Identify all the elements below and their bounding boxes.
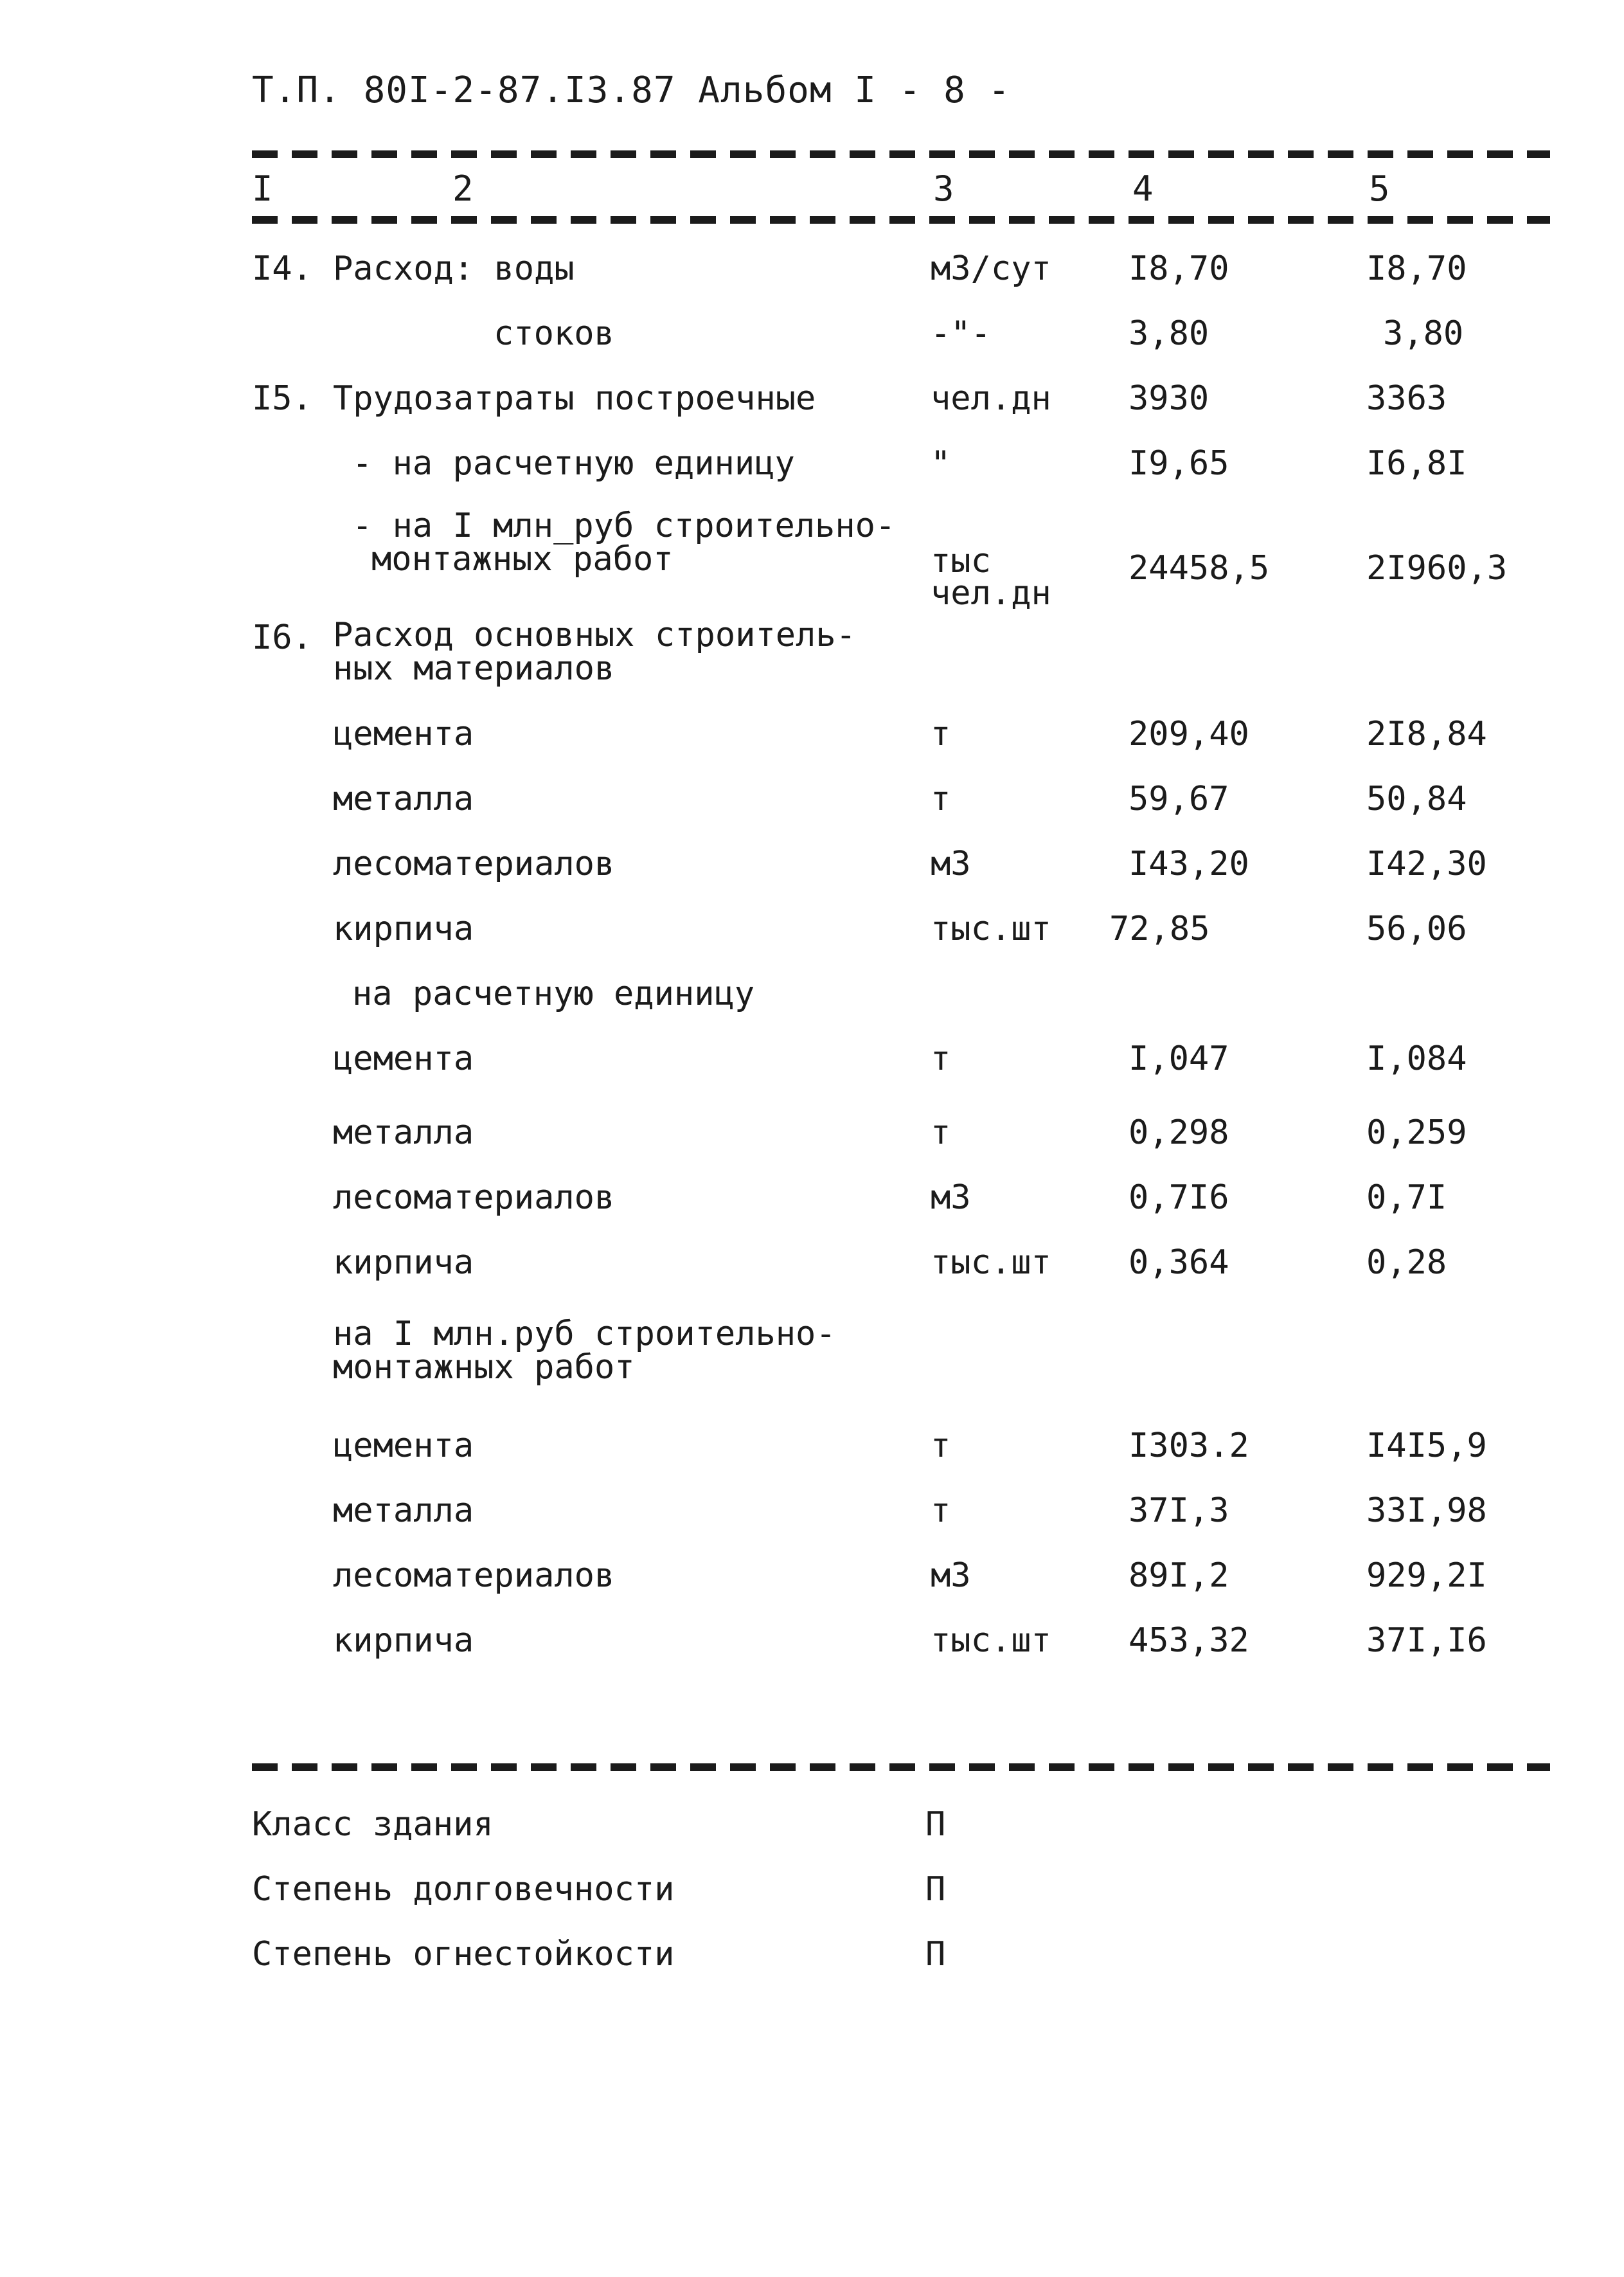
row-value-col4: I,047 (1129, 1040, 1229, 1078)
row-label: лесоматериалов (333, 1178, 615, 1217)
row-value-col4: 3930 (1129, 379, 1209, 418)
dashed-divider-header (252, 216, 1550, 224)
row-value-col4: I43,20 (1129, 845, 1249, 883)
table-row (0, 374, 1624, 439)
row-value-col5: 3363 (1366, 379, 1447, 418)
row-label: стоков (494, 314, 614, 353)
table-row-subheading (0, 1312, 1624, 1421)
row-label-line-1: Расход основных строитель- (333, 616, 856, 654)
row-value-col5: I,084 (1366, 1040, 1467, 1078)
row-value-col5: I6,8I (1366, 444, 1467, 483)
row-label: металла (333, 780, 474, 818)
row-unit: т (931, 1040, 951, 1078)
row-label: кирпича (333, 910, 474, 948)
row-value-col4: I303.2 (1129, 1426, 1249, 1465)
row-subheading-multiline (333, 1315, 836, 1387)
dashed-divider-top (252, 150, 1550, 158)
row-label-line-2: ных материалов (333, 649, 615, 688)
building-classification (252, 1800, 1280, 1995)
table-row (0, 244, 1624, 309)
row-value-col4: 0,364 (1129, 1243, 1229, 1282)
row-label: кирпича (333, 1621, 474, 1660)
row-label-line-2: монтажных работ (333, 1348, 635, 1387)
row-unit: тыс.шт (931, 1621, 1051, 1660)
row-value-col5: 33I,98 (1366, 1491, 1487, 1530)
row-value-col4: 72,85 (1109, 910, 1210, 948)
row-number: I6. (252, 618, 312, 657)
row-label: Расход: воды (333, 249, 575, 288)
table-row-subheading (0, 969, 1624, 1034)
row-unit: чел.дн (931, 379, 1051, 418)
row-value-col4: 209,40 (1129, 715, 1249, 753)
row-unit: м3 (931, 1178, 971, 1217)
column-number-4: 4 (1132, 168, 1154, 209)
row-value-col4: I8,70 (1129, 249, 1229, 288)
row-value-col5: 2I960,3 (1366, 549, 1508, 588)
table-row (0, 840, 1624, 905)
row-unit: -"- (931, 314, 991, 353)
row-number: I4. (252, 249, 312, 288)
table-row (0, 1486, 1624, 1551)
row-unit-line-2: чел.дн (931, 574, 1051, 613)
row-label: цемента (333, 715, 474, 753)
classification-value: П (925, 1805, 946, 1844)
row-label: лесоматериалов (333, 1556, 615, 1595)
row-unit: т (931, 1426, 951, 1465)
row-unit-line-1: тыс (931, 542, 991, 580)
row-unit: " (931, 444, 951, 483)
row-label: металла (333, 1491, 474, 1530)
row-label-multiline (352, 507, 896, 579)
table-body (0, 244, 1624, 1681)
dashed-divider-footer (252, 1763, 1550, 1771)
row-value-col5: 3,80 (1383, 314, 1464, 353)
row-label: лесоматериалов (333, 845, 615, 883)
column-number-1: I (252, 168, 273, 209)
row-label-line-1: на I млн.руб строительно- (333, 1315, 836, 1353)
row-unit: м3/сут (931, 249, 1051, 288)
row-unit: тыс.шт (931, 1243, 1051, 1282)
classification-label: Степень огнестойкости (252, 1935, 675, 1974)
classification-value: П (925, 1935, 946, 1974)
row-label-multiline (333, 616, 856, 688)
row-value-col5: 0,7I (1366, 1178, 1447, 1217)
classification-row (252, 1800, 1280, 1865)
row-value-col5: I8,70 (1366, 249, 1467, 288)
classification-label: Степень долговечности (252, 1870, 675, 1909)
row-value-col5: 37I,I6 (1366, 1621, 1487, 1660)
row-label: цемента (333, 1040, 474, 1078)
row-label: - на расчетную единицу (352, 444, 795, 483)
row-value-col4: 0,298 (1129, 1113, 1229, 1152)
row-label: Трудозатраты построечные (333, 379, 816, 418)
row-value-col5: I42,30 (1366, 845, 1487, 883)
row-unit: тыс.шт (931, 910, 1051, 948)
row-value-col5: 929,2I (1366, 1556, 1487, 1595)
row-unit: м3 (931, 1556, 971, 1595)
row-label-line-2: монтажных работ (371, 540, 674, 579)
table-row (0, 905, 1624, 969)
classification-row (252, 1930, 1280, 1995)
table-row (0, 1238, 1624, 1312)
row-value-col4: 0,7I6 (1129, 1178, 1229, 1217)
classification-row (252, 1865, 1280, 1930)
column-number-2: 2 (452, 168, 474, 209)
row-label: цемента (333, 1426, 474, 1465)
row-value-col5: 56,06 (1366, 910, 1467, 948)
table-row-section (0, 613, 1624, 710)
table-row (0, 1108, 1624, 1173)
page-header: Т.П. 80I-2-87.I3.87 Альбом I - 8 - (252, 69, 1011, 111)
table-row (0, 775, 1624, 840)
row-value-col4: 37I,3 (1129, 1491, 1229, 1530)
row-label: металла (333, 1113, 474, 1152)
table-row (0, 710, 1624, 775)
row-value-col5: I4I5,9 (1366, 1426, 1487, 1465)
table-row (0, 1034, 1624, 1108)
table-row (0, 504, 1624, 613)
table-row (0, 1173, 1624, 1238)
row-value-col5: 2I8,84 (1366, 715, 1487, 753)
row-unit: т (931, 1491, 951, 1530)
row-unit: т (931, 780, 951, 818)
row-value-col4: 453,32 (1129, 1621, 1249, 1660)
table-row (0, 1616, 1624, 1681)
row-unit: т (931, 1113, 951, 1152)
row-unit: т (931, 715, 951, 753)
row-value-col4: 89I,2 (1129, 1556, 1229, 1595)
row-value-col5: 50,84 (1366, 780, 1467, 818)
row-label-line-1: - на I млн_руб строительно- (352, 507, 896, 545)
column-numbers-row (0, 168, 1624, 207)
column-number-5: 5 (1369, 168, 1390, 209)
column-number-3: 3 (933, 168, 954, 209)
row-value-col4: 24458,5 (1129, 549, 1270, 588)
classification-label: Класс здания (252, 1805, 494, 1844)
table-row (0, 1551, 1624, 1616)
row-subheading: на расчетную единицу (352, 975, 755, 1013)
row-number: I5. (252, 379, 312, 418)
row-value-col5: 0,28 (1366, 1243, 1447, 1282)
row-label: кирпича (333, 1243, 474, 1282)
classification-value: П (925, 1870, 946, 1909)
row-unit-multiline (931, 542, 1051, 613)
row-value-col4: I9,65 (1129, 444, 1229, 483)
row-value-col4: 59,67 (1129, 780, 1229, 818)
table-row (0, 309, 1624, 374)
table-row (0, 1421, 1624, 1486)
row-unit: м3 (931, 845, 971, 883)
row-value-col5: 0,259 (1366, 1113, 1467, 1152)
row-value-col4: 3,80 (1129, 314, 1209, 353)
table-row (0, 439, 1624, 504)
